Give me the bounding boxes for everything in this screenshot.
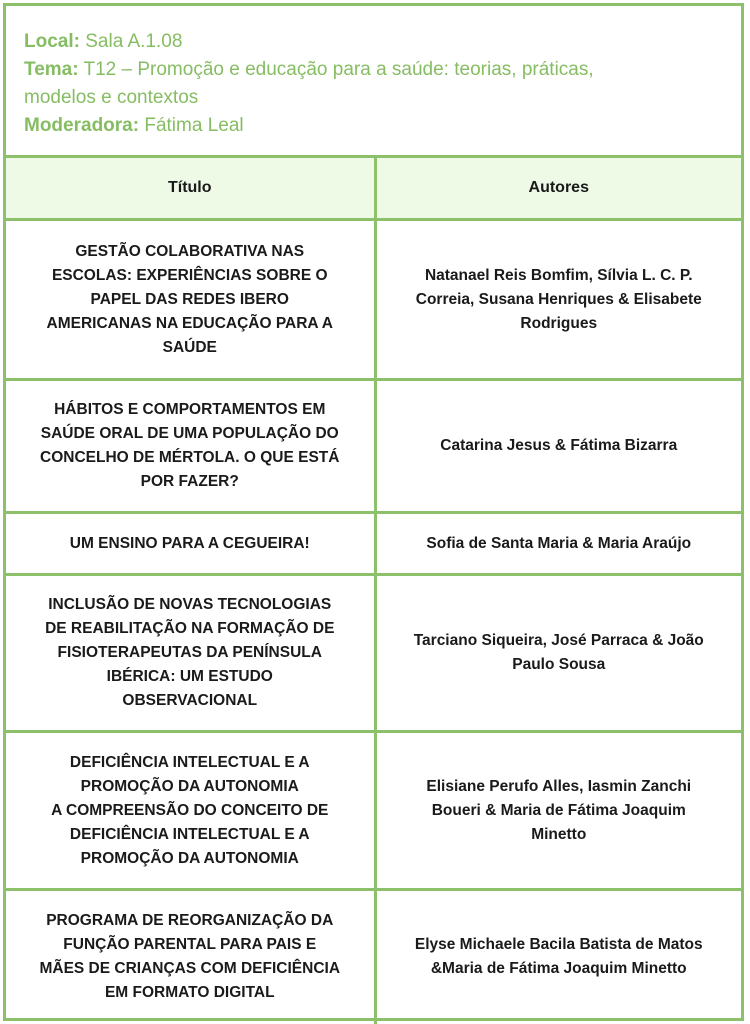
paper-title-line: PROGRAMA DE REORGANIZAÇÃO DA: [46, 912, 334, 930]
table-row: [6, 513, 741, 575]
table-header-row: [6, 158, 741, 220]
paper-title-line: DE REABILITAÇÃO NA FORMAÇÃO DE: [45, 620, 335, 637]
table-row: [6, 575, 741, 732]
paper-title-line: GESTÃO COLABORATIVA NAS: [75, 242, 305, 260]
paper-title-line: UM ENSINO PARA A CEGUEIRA!: [69, 534, 310, 552]
tema-label: Tema:: [24, 59, 79, 80]
paper-title-line: EM FORMATO DIGITAL: [104, 984, 275, 1002]
table-row: [6, 890, 741, 1024]
paper-title-cell: [6, 732, 375, 890]
paper-title-line: FISIOTERAPEUTAS DA PENÍNSULA: [57, 644, 322, 661]
paper-title-line: SAÚDE: [162, 338, 217, 356]
paper-title-cell: [6, 380, 375, 513]
paper-authors-line: Tarciano Siqueira, José Parraca & João: [413, 632, 704, 649]
paper-title-line: PROMOÇÃO DA AUTONOMIA: [80, 849, 299, 867]
paper-authors-cell: [375, 575, 741, 732]
paper-title-cell: [6, 513, 375, 575]
paper-authors-line: Minetto: [531, 825, 587, 843]
tema-value: T12 – Promoção e educação para a saúde: teorias, práticas,: [83, 59, 594, 80]
paper-authors-cell: [375, 380, 741, 513]
local-label: Local:: [24, 31, 80, 52]
paper-authors-line: Correia, Susana Henriques & Elisabete: [415, 290, 702, 308]
paper-title-cell: [6, 890, 375, 1024]
table-row: [6, 732, 741, 890]
paper-title-line: HÁBITOS E COMPORTAMENTOS EM: [54, 401, 326, 418]
session-card: [3, 3, 744, 1021]
moderadora-line: [24, 112, 741, 140]
paper-authors-cell: [375, 220, 741, 380]
paper-title-line: POR FAZER?: [140, 473, 239, 490]
header-titulo: Título: [6, 158, 375, 220]
paper-authors-line: Elyse Michaele Bacila Batista de Matos: [414, 936, 703, 954]
paper-authors-line: Catarina Jesus & Fátima Bizarra: [440, 437, 678, 454]
tema-value-continued: modelos e contextos: [24, 87, 199, 108]
session-info: [6, 6, 741, 158]
paper-authors-cell: [375, 732, 741, 890]
paper-authors-line: Natanael Reis Bomfim, Sílvia L. C. P.: [424, 266, 693, 284]
paper-title-line: OBSERVACIONAL: [122, 692, 258, 709]
paper-authors-line: Paulo Sousa: [512, 656, 606, 673]
paper-authors-line: &Maria de Fátima Joaquim Minetto: [430, 960, 687, 978]
paper-title-line: INCLUSÃO DE NOVAS TECNOLOGIAS: [48, 596, 332, 613]
paper-title-line: IBÉRICA: UM ESTUDO: [106, 668, 273, 685]
paper-title-line: ESCOLAS: EXPERIÊNCIAS SOBRE O: [51, 266, 328, 284]
paper-authors-cell: [375, 890, 741, 1024]
paper-title-line: AMERICANAS NA EDUCAÇÃO PARA A: [46, 314, 333, 332]
table-row: [6, 220, 741, 380]
paper-authors-line: Rodrigues: [520, 314, 598, 332]
paper-authors-line: Sofia de Santa Maria & Maria Araújo: [426, 534, 692, 552]
paper-title-line: PAPEL DAS REDES IBERO: [90, 290, 289, 308]
paper-title-line: CONCELHO DE MÉRTOLA. O QUE ESTÁ: [40, 449, 340, 466]
papers-table: [6, 158, 741, 1024]
header-autores: Autores: [375, 158, 741, 220]
local-value: Sala A.1.08: [85, 31, 183, 52]
paper-title-line: A COMPREENSÃO DO CONCEITO DE: [51, 801, 329, 819]
moderadora-label: Moderadora:: [24, 115, 140, 136]
table-row: [6, 380, 741, 513]
paper-title-cell: [6, 575, 375, 732]
paper-title-line: FUNÇÃO PARENTAL PARA PAIS E: [63, 936, 317, 954]
local-line: [24, 28, 741, 56]
moderadora-value: Fátima Leal: [144, 115, 244, 136]
paper-authors-line: Elisiane Perufo Alles, Iasmin Zanchi: [426, 777, 692, 795]
paper-authors-line: Boueri & Maria de Fátima Joaquim: [431, 801, 686, 819]
paper-title-cell: [6, 220, 375, 380]
paper-title-line: DEFICIÊNCIA INTELECTUAL E A: [69, 825, 310, 843]
paper-title-line: DEFICIÊNCIA INTELECTUAL E A: [69, 753, 310, 771]
paper-title-line: SAÚDE ORAL DE UMA POPULAÇÃO DO: [40, 425, 339, 442]
paper-title-line: PROMOÇÃO DA AUTONOMIA: [80, 777, 299, 795]
paper-title-line: MÃES DE CRIANÇAS COM DEFICIÊNCIA: [39, 960, 341, 978]
tema-line: [24, 56, 741, 84]
paper-authors-cell: [375, 513, 741, 575]
